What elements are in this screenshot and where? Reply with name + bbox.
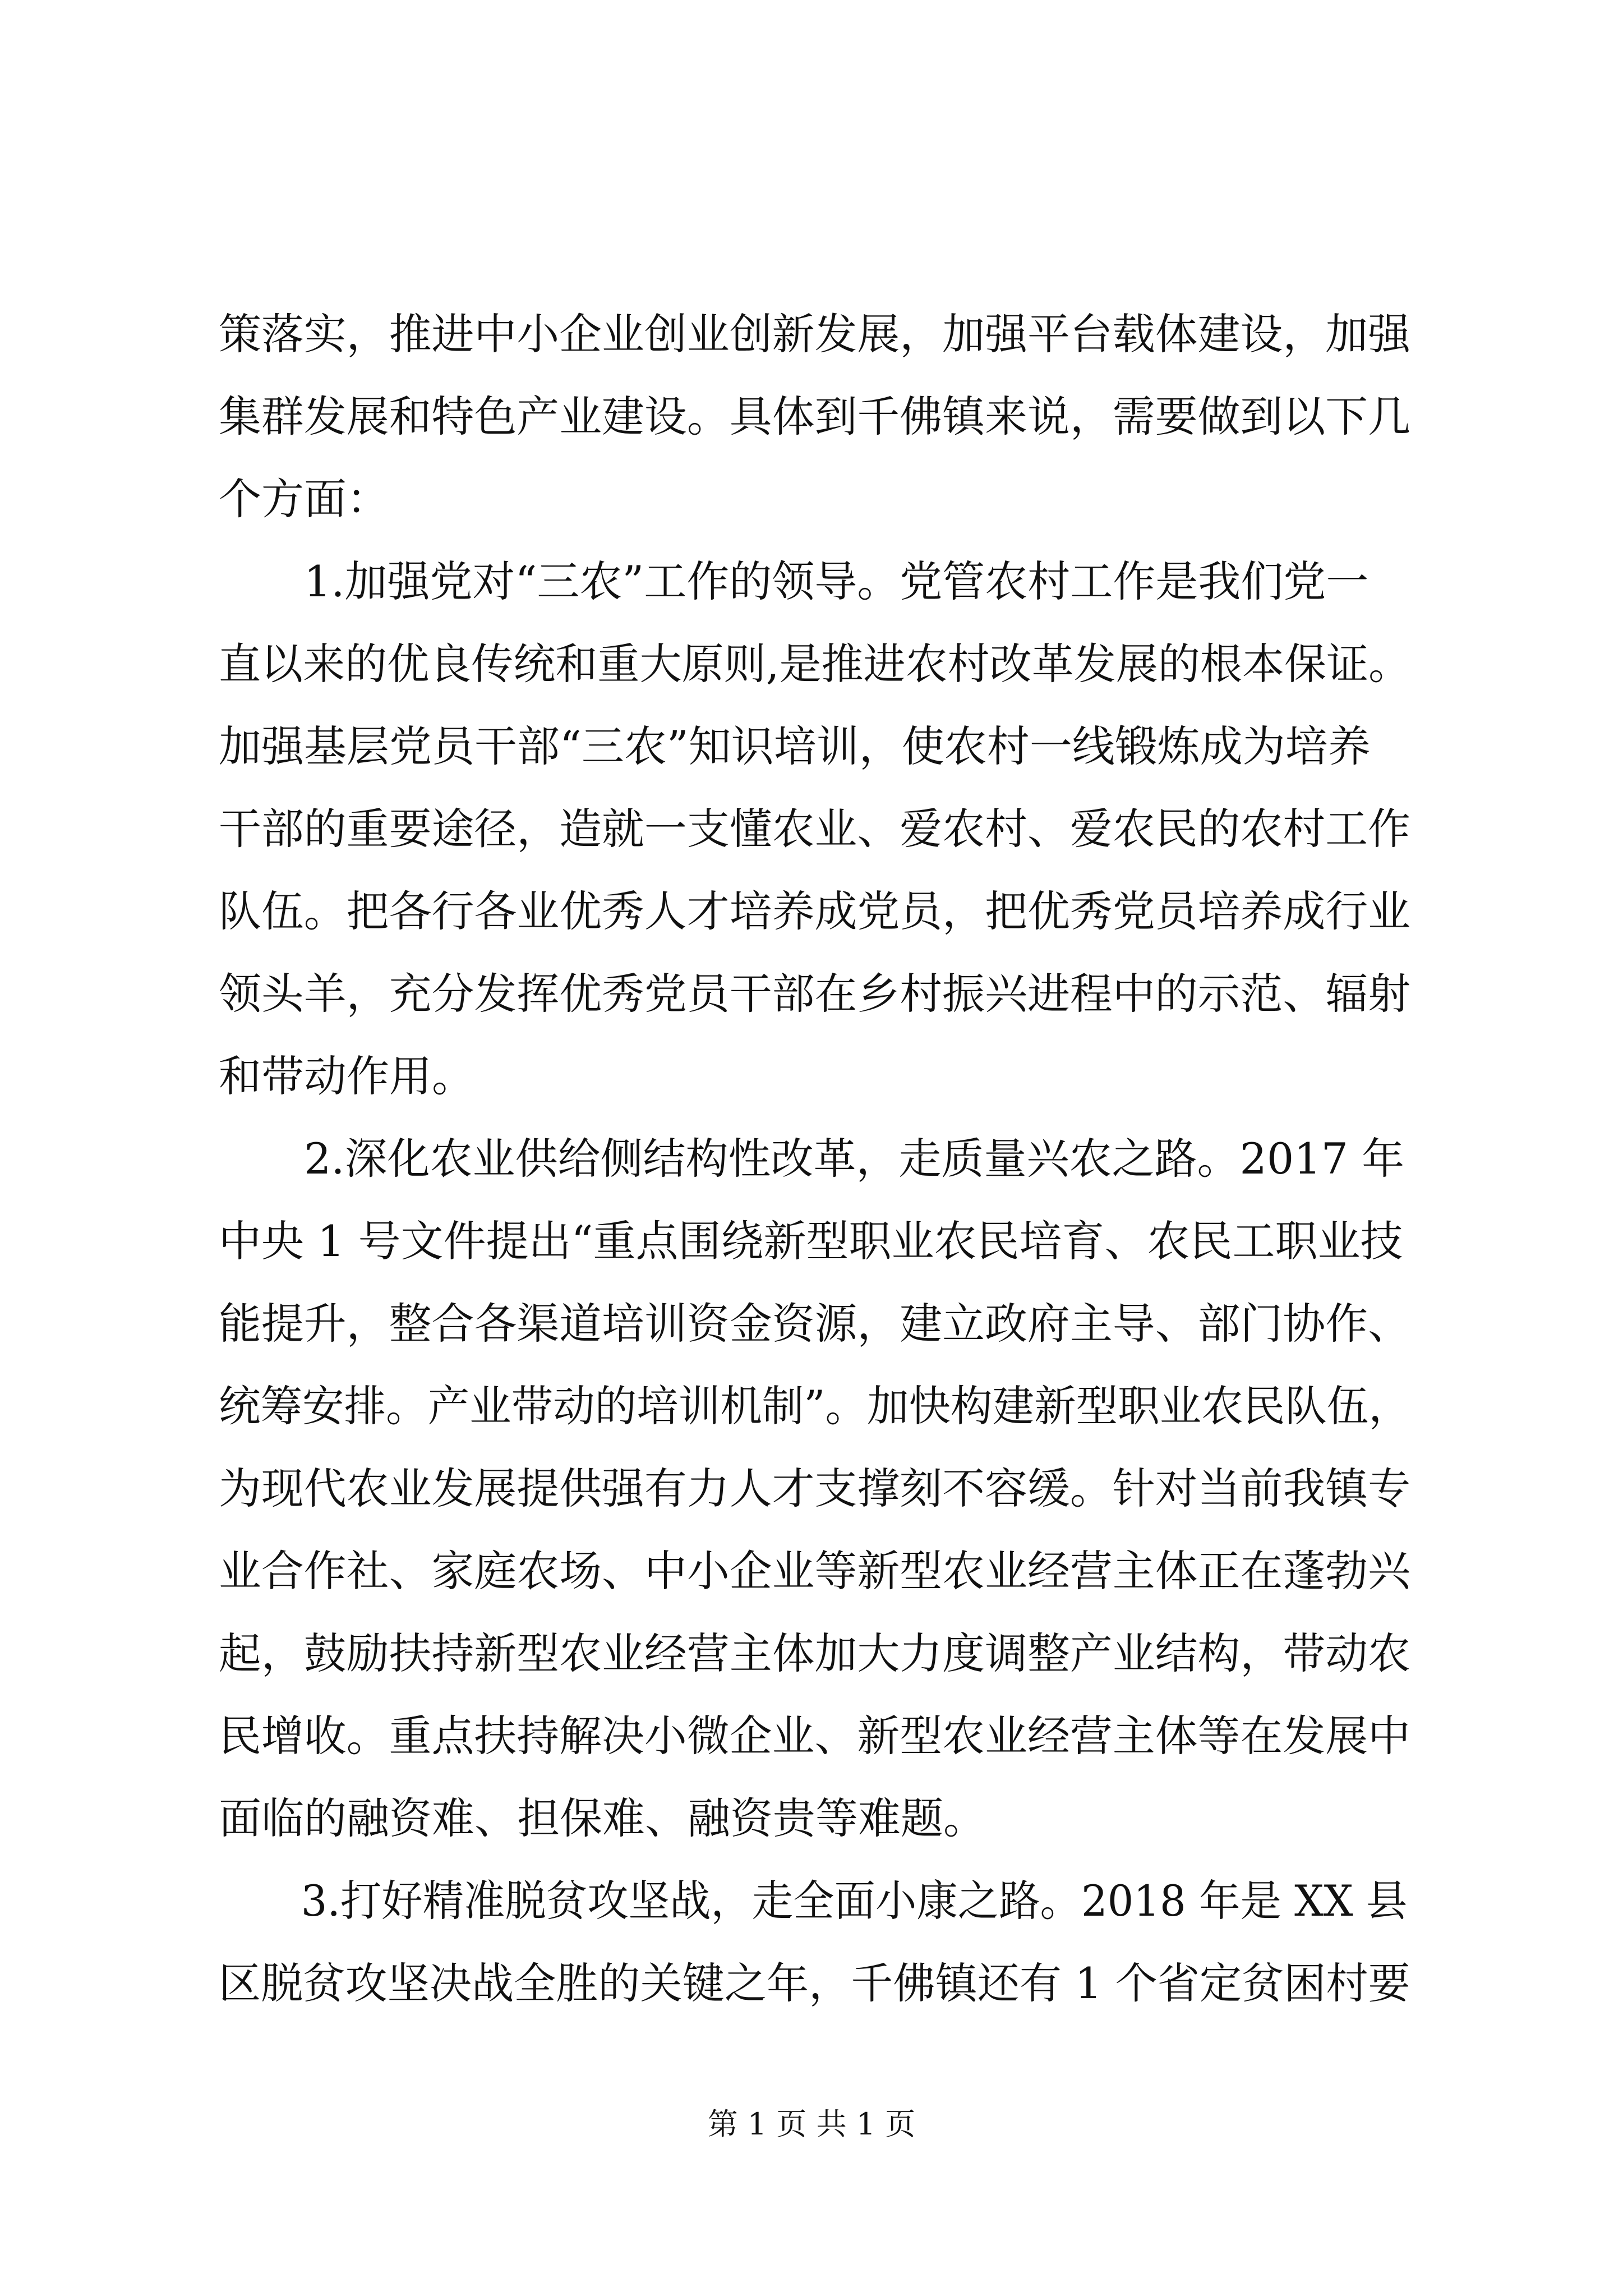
text-line: 能提升，整合各渠道培训资金资源，建立政府主导、部门协作、 <box>219 1299 1410 1349</box>
text-line: 面临的融资难、担保难、融资贵等难题。 <box>219 1793 986 1843</box>
text-line: 策落实，推进中小企业创业创新发展，加强平台载体建设，加强 <box>219 309 1410 359</box>
document-body <box>219 293 1410 2024</box>
text-line: 3.打好精准脱贫攻坚战，走全面小康之路。2018 年是 XX 县 <box>301 1876 1408 1926</box>
text-line: 业合作社、家庭农场、中小企业等新型农业经营主体正在蓬勃兴 <box>219 1546 1410 1596</box>
text-line: 区脱贫攻坚决战全胜的关键之年，千佛镇还有 1 个省定贫困村要 <box>219 1958 1410 2008</box>
text-line: 和带动作用。 <box>219 1051 474 1101</box>
text-line: 为现代农业发展提供强有力人才支撑刻不容缓。针对当前我镇专 <box>219 1464 1410 1513</box>
text-line: 民增收。重点扶持解决小微企业、新型农业经营主体等在发展中 <box>219 1711 1410 1761</box>
page-footer: 第 1 页 共 1 页 <box>707 2106 916 2142</box>
text-line: 中央 1 号文件提出“重点围绕新型职业农民培育、农民工职业技 <box>219 1216 1403 1266</box>
text-line: 干部的重要途径，造就一支懂农业、爱农村、爱农民的农村工作 <box>219 804 1410 854</box>
text-line: 直以来的优良传统和重大原则,是推进农村改革发展的根本保证。 <box>219 639 1411 689</box>
text-line: 队伍。把各行各业优秀人才培养成党员，把优秀党员培养成行业 <box>219 886 1410 936</box>
text-line: 1.加强党对“三农”工作的领导。党管农村工作是我们党一 <box>304 556 1369 606</box>
text-line: 领头羊，充分发挥优秀党员干部在乡村振兴进程中的示范、辐射 <box>219 969 1410 1019</box>
text-line: 加强基层党员干部“三农”知识培训，使农村一线锻炼成为培养 <box>219 721 1371 771</box>
text-line: 集群发展和特色产业建设。具体到千佛镇来说，需要做到以下几 <box>219 392 1410 441</box>
text-line: 个方面： <box>219 474 389 524</box>
text-line: 2.深化农业供给侧结构性改革，走质量兴农之路。2017 年 <box>304 1134 1405 1184</box>
text-line: 起，鼓励扶持新型农业经营主体加大力度调整产业结构，带动农 <box>219 1628 1410 1678</box>
text-line: 统筹安排。产业带动的培训机制”。加快构建新型职业农民队伍， <box>219 1381 1410 1431</box>
